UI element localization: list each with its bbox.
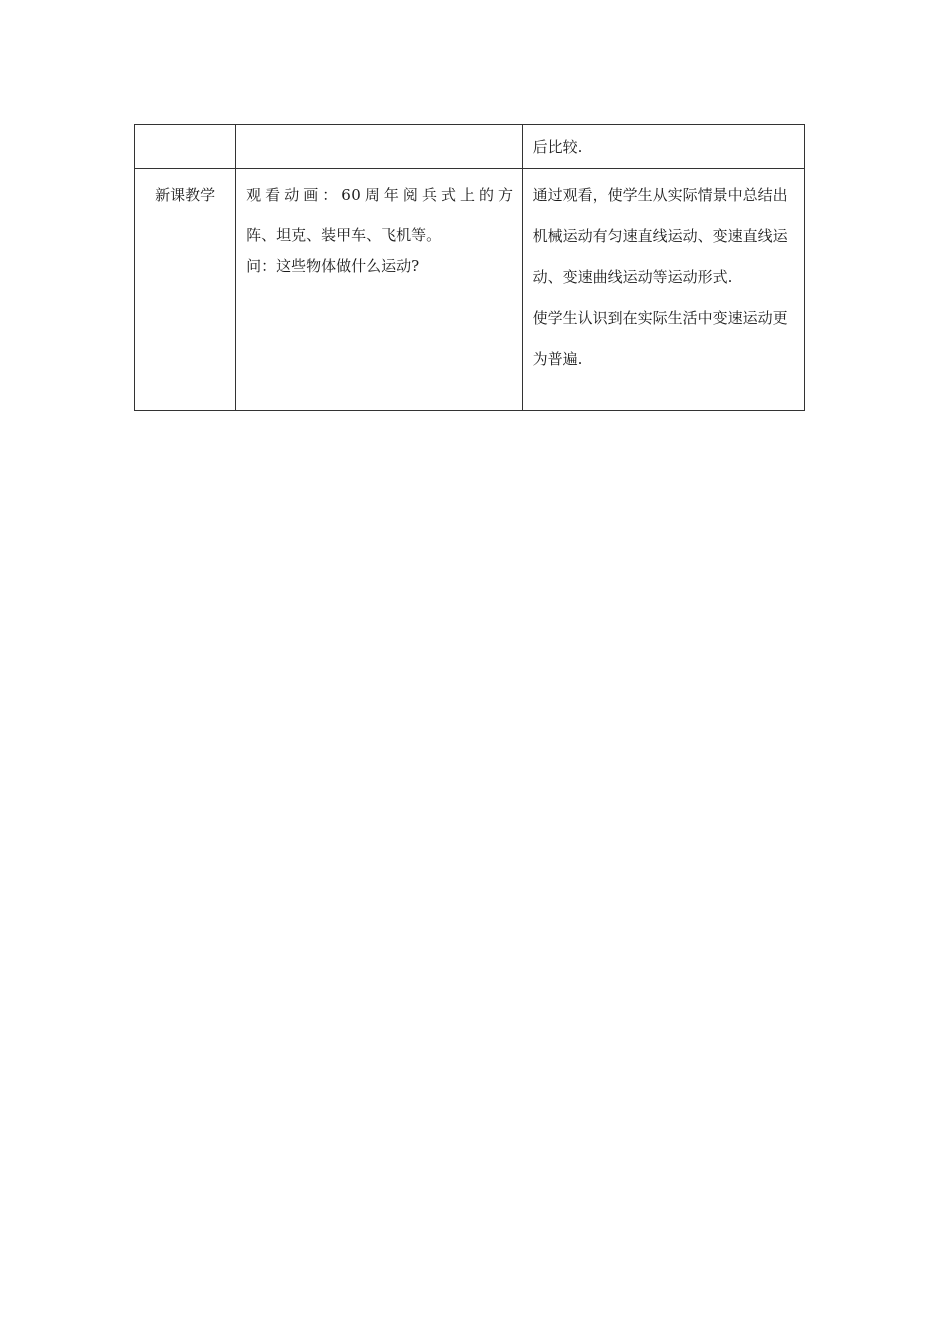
table-cell-stage (135, 169, 236, 411)
table-cell-stage (135, 125, 236, 169)
stage-label: 新课教学 (155, 186, 216, 204)
activity-line: 观看动画：60周年阅兵式上的方 (246, 186, 514, 204)
lesson-plan-table (134, 124, 805, 411)
cell-text (135, 125, 235, 127)
cell-text (236, 125, 521, 127)
purpose-paragraph: 使学生认识到在实际生活中变速运动更为普遍. (532, 309, 788, 368)
table-cell-purpose (522, 169, 804, 411)
table-cell-activity (236, 125, 522, 169)
table-cell-activity (236, 169, 522, 411)
table-row (135, 169, 805, 411)
activity-question: 问：这些物体做什么运动? (246, 257, 420, 275)
table-row (135, 125, 805, 169)
purpose-paragraph: 通过观看，使学生从实际情景中总结出机械运动有匀速直线运动、变速直线运动、变速曲线运动等运动形式. (532, 186, 788, 286)
purpose-text: 后比较. (532, 138, 583, 156)
table-cell-purpose (522, 125, 804, 169)
activity-line: 阵、坦克、装甲车、飞机等。 (246, 226, 442, 244)
